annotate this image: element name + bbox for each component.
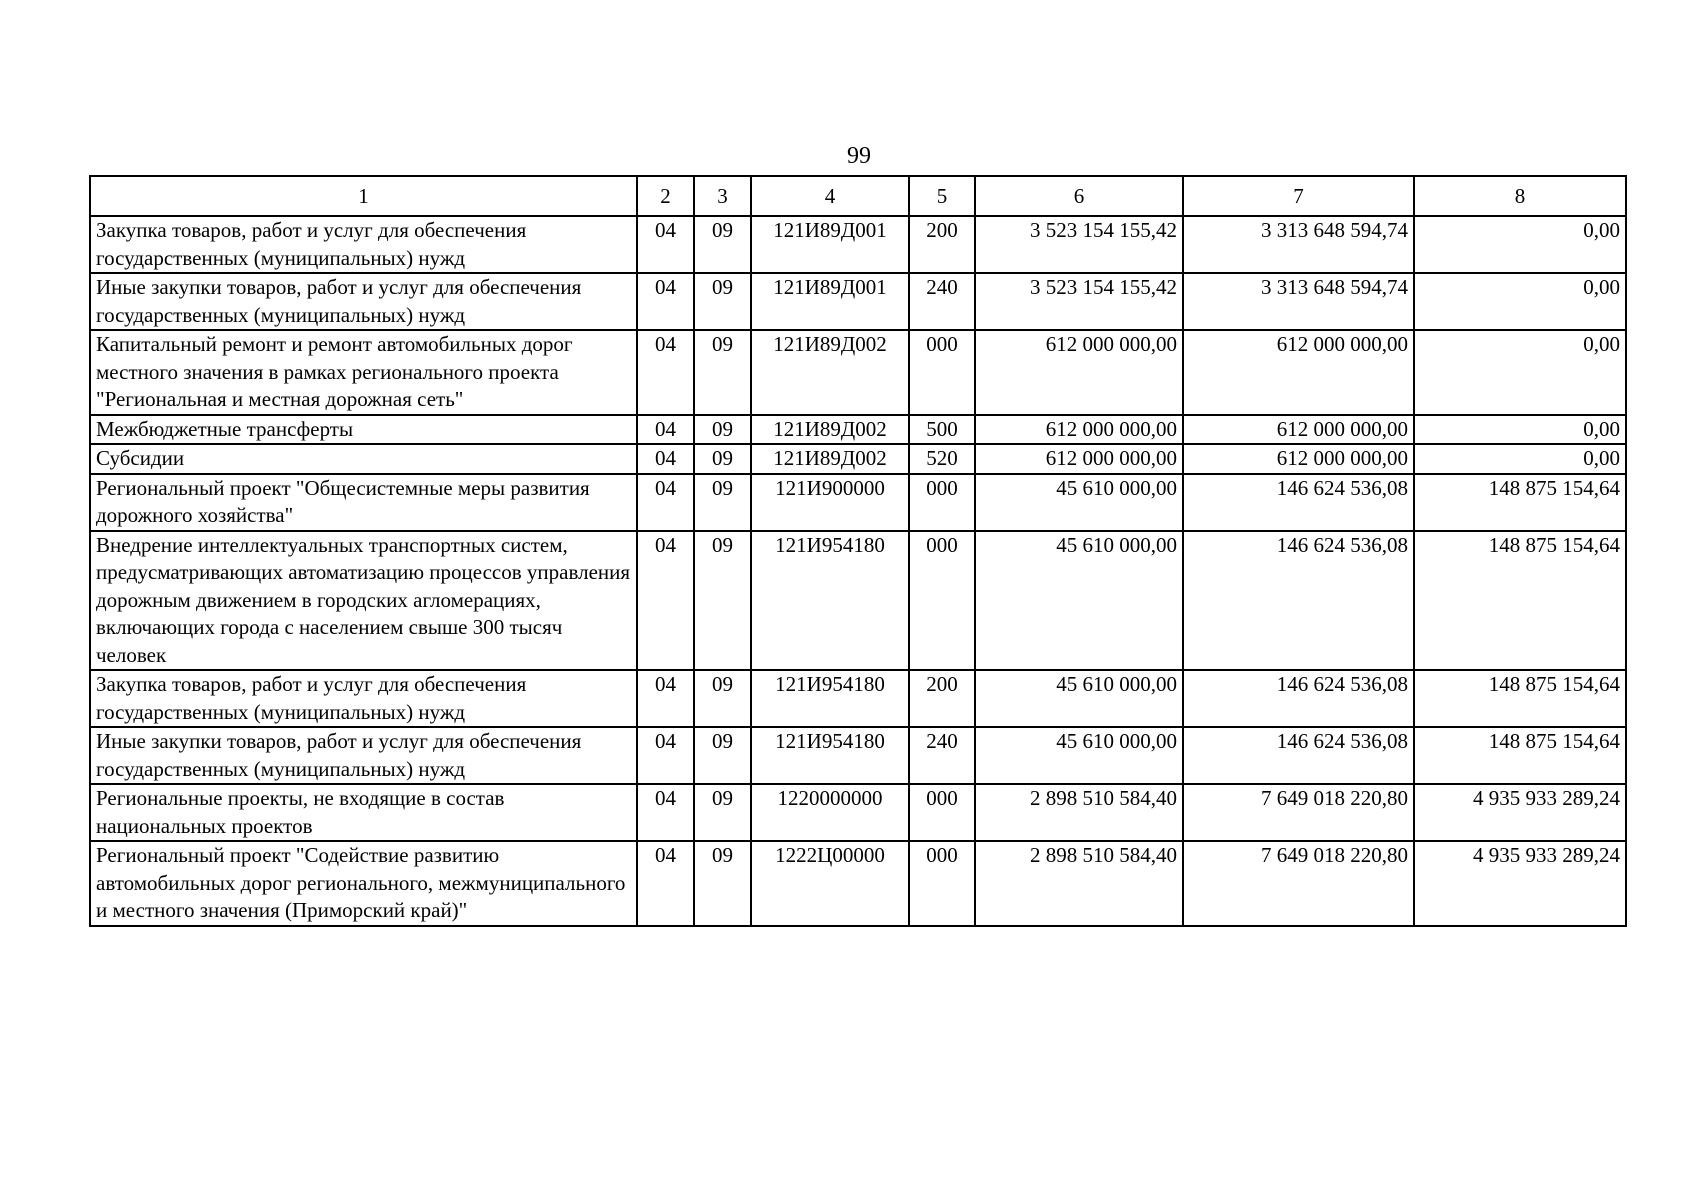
target-article-code: 121И89Д001 — [751, 216, 909, 273]
page-number: 99 — [847, 143, 871, 169]
expense-type-code: 000 — [909, 841, 975, 926]
table-row — [90, 273, 1626, 330]
amount-col-8: 148 875 154,64 — [1414, 531, 1626, 671]
amount-col-7: 7 649 018 220,80 — [1183, 784, 1414, 841]
column-header: 1 — [90, 176, 637, 216]
expense-type-code: 000 — [909, 784, 975, 841]
section-code: 04 — [637, 841, 694, 926]
item-name: Закупка товаров, работ и услуг для обеспечения государственных (муниципальных) нужд — [90, 670, 637, 727]
target-article-code: 1220000000 — [751, 784, 909, 841]
item-name: Закупка товаров, работ и услуг для обеспечения государственных (муниципальных) нужд — [90, 216, 637, 273]
subsection-code: 09 — [694, 784, 751, 841]
subsection-code: 09 — [694, 670, 751, 727]
amount-col-7: 612 000 000,00 — [1183, 415, 1414, 445]
item-name: Региональный проект "Общесистемные меры развития дорожного хозяйства" — [90, 474, 637, 531]
section-code: 04 — [637, 216, 694, 273]
target-article-code: 121И89Д001 — [751, 273, 909, 330]
budget-table — [89, 175, 1627, 927]
amount-col-7: 146 624 536,08 — [1183, 531, 1414, 671]
amount-col-8: 0,00 — [1414, 273, 1626, 330]
section-code: 04 — [637, 670, 694, 727]
amount-col-8: 148 875 154,64 — [1414, 474, 1626, 531]
table-row — [90, 330, 1626, 415]
amount-col-8: 4 935 933 289,24 — [1414, 784, 1626, 841]
section-code: 04 — [637, 474, 694, 531]
amount-col-7: 146 624 536,08 — [1183, 474, 1414, 531]
item-name: Капитальный ремонт и ремонт автомобильных дорог местного значения в рамках регионального проекта "Региональная и местная дорожная сеть" — [90, 330, 637, 415]
section-code: 04 — [637, 330, 694, 415]
expense-type-code: 000 — [909, 330, 975, 415]
table-row — [90, 531, 1626, 671]
amount-col-6: 612 000 000,00 — [975, 330, 1183, 415]
column-header: 5 — [909, 176, 975, 216]
target-article-code: 121И954180 — [751, 670, 909, 727]
expense-type-code: 000 — [909, 531, 975, 671]
expense-type-code: 000 — [909, 474, 975, 531]
expense-type-code: 520 — [909, 444, 975, 474]
amount-col-6: 45 610 000,00 — [975, 474, 1183, 531]
subsection-code: 09 — [694, 727, 751, 784]
amount-col-6: 45 610 000,00 — [975, 727, 1183, 784]
amount-col-7: 146 624 536,08 — [1183, 670, 1414, 727]
table-row — [90, 784, 1626, 841]
amount-col-6: 45 610 000,00 — [975, 670, 1183, 727]
target-article-code: 121И954180 — [751, 531, 909, 671]
target-article-code: 121И89Д002 — [751, 444, 909, 474]
section-code: 04 — [637, 531, 694, 671]
amount-col-6: 3 523 154 155,42 — [975, 216, 1183, 273]
amount-col-8: 148 875 154,64 — [1414, 670, 1626, 727]
subsection-code: 09 — [694, 273, 751, 330]
table-row — [90, 415, 1626, 445]
subsection-code: 09 — [694, 330, 751, 415]
amount-col-6: 612 000 000,00 — [975, 444, 1183, 474]
amount-col-7: 612 000 000,00 — [1183, 444, 1414, 474]
column-header: 6 — [975, 176, 1183, 216]
subsection-code: 09 — [694, 216, 751, 273]
amount-col-7: 3 313 648 594,74 — [1183, 216, 1414, 273]
subsection-code: 09 — [694, 531, 751, 671]
amount-col-8: 148 875 154,64 — [1414, 727, 1626, 784]
target-article-code: 121И900000 — [751, 474, 909, 531]
amount-col-7: 3 313 648 594,74 — [1183, 273, 1414, 330]
target-article-code: 121И954180 — [751, 727, 909, 784]
subsection-code: 09 — [694, 444, 751, 474]
amount-col-6: 612 000 000,00 — [975, 415, 1183, 445]
item-name: Иные закупки товаров, работ и услуг для обеспечения государственных (муниципальных) нужд — [90, 273, 637, 330]
amount-col-7: 612 000 000,00 — [1183, 330, 1414, 415]
column-header: 4 — [751, 176, 909, 216]
column-header: 7 — [1183, 176, 1414, 216]
amount-col-8: 0,00 — [1414, 415, 1626, 445]
amount-col-8: 4 935 933 289,24 — [1414, 841, 1626, 926]
column-header: 2 — [637, 176, 694, 216]
amount-col-8: 0,00 — [1414, 330, 1626, 415]
table-row — [90, 474, 1626, 531]
target-article-code: 121И89Д002 — [751, 415, 909, 445]
table-row — [90, 670, 1626, 727]
table-row — [90, 444, 1626, 474]
expense-type-code: 240 — [909, 273, 975, 330]
subsection-code: 09 — [694, 474, 751, 531]
section-code: 04 — [637, 444, 694, 474]
header-row — [90, 176, 1626, 216]
amount-col-7: 7 649 018 220,80 — [1183, 841, 1414, 926]
target-article-code: 1222Ц00000 — [751, 841, 909, 926]
subsection-code: 09 — [694, 415, 751, 445]
target-article-code: 121И89Д002 — [751, 330, 909, 415]
item-name: Иные закупки товаров, работ и услуг для обеспечения государственных (муниципальных) нужд — [90, 727, 637, 784]
expense-type-code: 200 — [909, 670, 975, 727]
amount-col-8: 0,00 — [1414, 216, 1626, 273]
amount-col-6: 3 523 154 155,42 — [975, 273, 1183, 330]
section-code: 04 — [637, 784, 694, 841]
expense-type-code: 500 — [909, 415, 975, 445]
column-header: 3 — [694, 176, 751, 216]
item-name: Внедрение интеллектуальных транспортных систем, предусматривающих автоматизацию процессов управления дорожным движением в городских агломерациях, включающих города с населением свыше 300 тысяч человек — [90, 531, 637, 671]
item-name: Межбюджетные трансферты — [90, 415, 637, 445]
table-row — [90, 216, 1626, 273]
item-name: Региональные проекты, не входящие в состав национальных проектов — [90, 784, 637, 841]
table-row — [90, 727, 1626, 784]
expense-type-code: 200 — [909, 216, 975, 273]
column-header: 8 — [1414, 176, 1626, 216]
section-code: 04 — [637, 727, 694, 784]
item-name: Региональный проект "Содействие развитию автомобильных дорог регионального, межмуниципального и местного значения (Приморский край)" — [90, 841, 637, 926]
table-row — [90, 841, 1626, 926]
item-name: Субсидии — [90, 444, 637, 474]
section-code: 04 — [637, 415, 694, 445]
section-code: 04 — [637, 273, 694, 330]
amount-col-7: 146 624 536,08 — [1183, 727, 1414, 784]
amount-col-8: 0,00 — [1414, 444, 1626, 474]
amount-col-6: 2 898 510 584,40 — [975, 784, 1183, 841]
subsection-code: 09 — [694, 841, 751, 926]
amount-col-6: 45 610 000,00 — [975, 531, 1183, 671]
amount-col-6: 2 898 510 584,40 — [975, 841, 1183, 926]
expense-type-code: 240 — [909, 727, 975, 784]
